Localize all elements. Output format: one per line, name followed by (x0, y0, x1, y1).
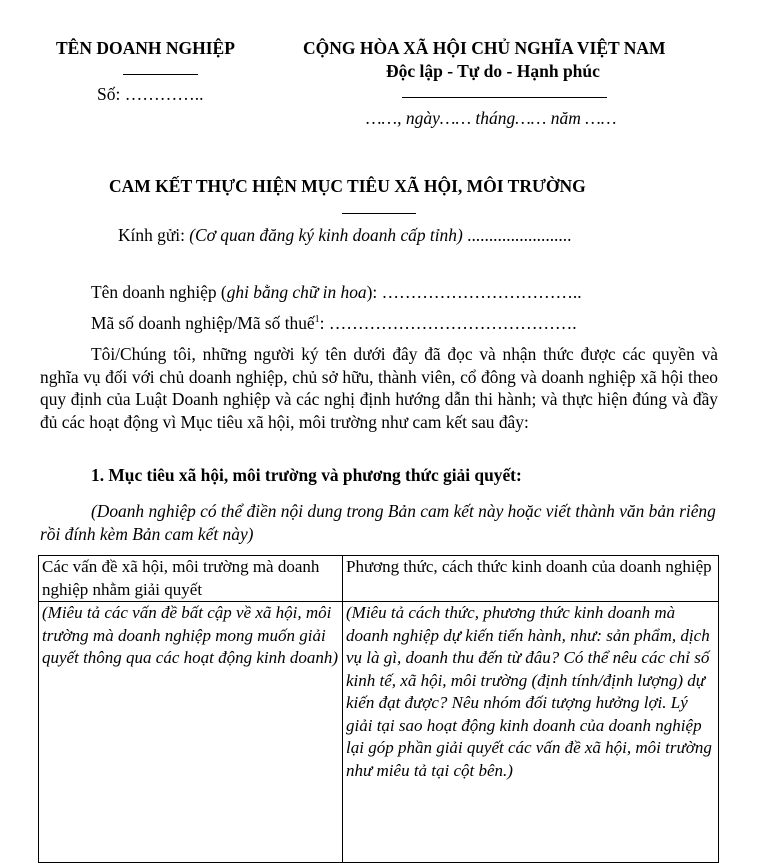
company-name-label: TÊN DOANH NGHIỆP (56, 38, 235, 58)
section-1-note: (Doanh nghiệp có thể điền nội dung trong Bản cam kết này hoặc viết thành văn bản riêng rồi đính kèm Bản cam kết này) (40, 501, 716, 544)
tax-code-label: Mã số doanh nghiệp/Mã số thuế (91, 313, 315, 333)
motto-underline (402, 97, 607, 98)
recipient-prefix: Kính gửi: (118, 225, 190, 245)
tax-code-dots: : ……………………………………. (319, 313, 577, 333)
table-cell-methods: (Miêu tả cách thức, phương thức kinh doanh mà doanh nghiệp dự kiến tiến hành, như: sản phẩm, dịch vụ là gì, doanh thu đến từ đâu? Có thể nêu các chỉ số kinh tế, xã hội, môi trường (định tính/định lượng) dự kiến đạt được? Nêu nhóm đối tượng hưởng lợi. Lý giải tại sao hoạt động kinh doanh của doanh nghiệp lại góp phần giải quyết các vấn đề xã hội, môi trường như miêu tả tại cột bên.) (343, 602, 719, 863)
company-name-dots: ): …………………………….. (366, 282, 582, 302)
table-header-issues: Các vấn đề xã hội, môi trường mà doanh nghiệp nhằm giải quyết (39, 556, 343, 602)
table-header-methods: Phương thức, cách thức kinh doanh của doanh nghiệp (343, 556, 719, 602)
date-line: ……, ngày…… tháng…… năm …… (366, 108, 617, 128)
section-1-heading: 1. Mục tiêu xã hội, môi trường và phương thức giải quyết: (91, 465, 522, 485)
footnote-marker: 1 (314, 314, 320, 326)
document-title: CAM KẾT THỰC HIỆN MỤC TIÊU XÃ HỘI, MÔI TRƯỜNG (109, 176, 586, 196)
table-header-row (39, 556, 719, 602)
title-underline (342, 213, 416, 214)
company-underline (123, 74, 198, 75)
table-cell-issues: (Miêu tả các vấn đề bất cập về xã hội, môi trường mà doanh nghiệp mong muốn giải quyết thông qua các hoạt động kinh doanh) (39, 602, 343, 863)
company-name-hint: ghi bằng chữ in hoa (226, 282, 367, 302)
document-number: Số: ………….. (97, 84, 204, 104)
goals-table (38, 555, 719, 863)
recipient-dots: ........................ (462, 225, 572, 245)
recipient-line (118, 225, 571, 246)
country-name: CỘNG HÒA XÃ HỘI CHỦ NGHĨA VIỆT NAM (303, 38, 666, 58)
tax-code-field (91, 313, 577, 334)
national-motto: Độc lập - Tự do - Hạnh phúc (386, 61, 600, 81)
company-name-field-label: Tên doanh nghiệp ( (91, 282, 227, 302)
recipient-agency: (Cơ quan đăng ký kinh doanh cấp tỉnh) (189, 225, 463, 245)
commitment-paragraph: Tôi/Chúng tôi, những người ký tên dưới đây đã đọc và nhận thức được các quyền và nghĩa vụ đối với chủ doanh nghiệp, chủ sở hữu, thành viên, cổ đông và doanh nghiệp xã hội theo quy định của Luật Doanh nghiệp và các nghị định hướng dẫn thi hành; và thực hiện đúng và đầy đủ các hoạt động vì Mục tiêu xã hội, môi trường như cam kết sau đây: (40, 344, 718, 432)
table-row (39, 602, 719, 863)
company-name-field (91, 282, 582, 303)
